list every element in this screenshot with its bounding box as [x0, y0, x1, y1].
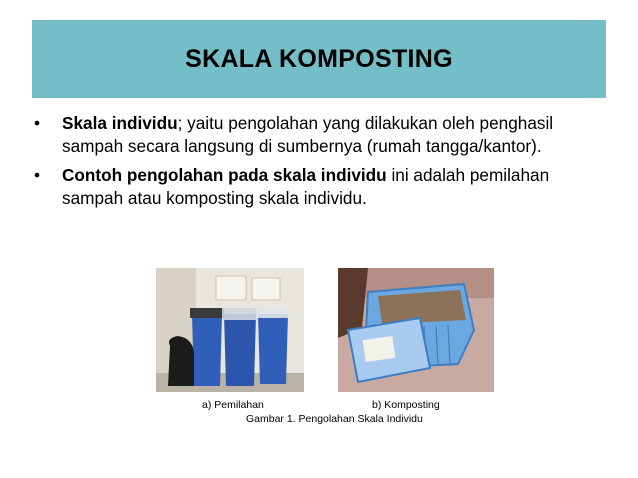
caption-b: b) Komposting — [372, 399, 440, 411]
bullet-bold-term: Skala individu — [62, 113, 178, 133]
caption-a: a) Pemilahan — [202, 399, 264, 411]
bullet-item — [34, 164, 614, 210]
slide-title: SKALA KOMPOSTING — [185, 44, 453, 73]
bullet-text — [62, 164, 614, 210]
bullet-text — [62, 112, 614, 158]
bullet-bold-term: Contoh pengolahan pada skala individu — [62, 165, 387, 185]
bullet-body: ini adalah pemilahan sampah atau komposting skala individu. — [62, 165, 550, 208]
photo-composting — [338, 268, 494, 392]
title-bar — [32, 20, 606, 98]
bullet-dot: • — [34, 165, 41, 185]
photo-waste-sorting — [156, 268, 304, 392]
bullet-list — [34, 112, 614, 216]
figure-caption: Gambar 1. Pengolahan Skala Individu — [246, 413, 423, 425]
bullet-item — [34, 112, 614, 158]
bullet-body: ; yaitu pengolahan yang dilakukan oleh penghasil sampah secara langsung di sumbernya (rumah tangga/kantor). — [62, 113, 554, 156]
bullet-dot: • — [34, 113, 41, 133]
